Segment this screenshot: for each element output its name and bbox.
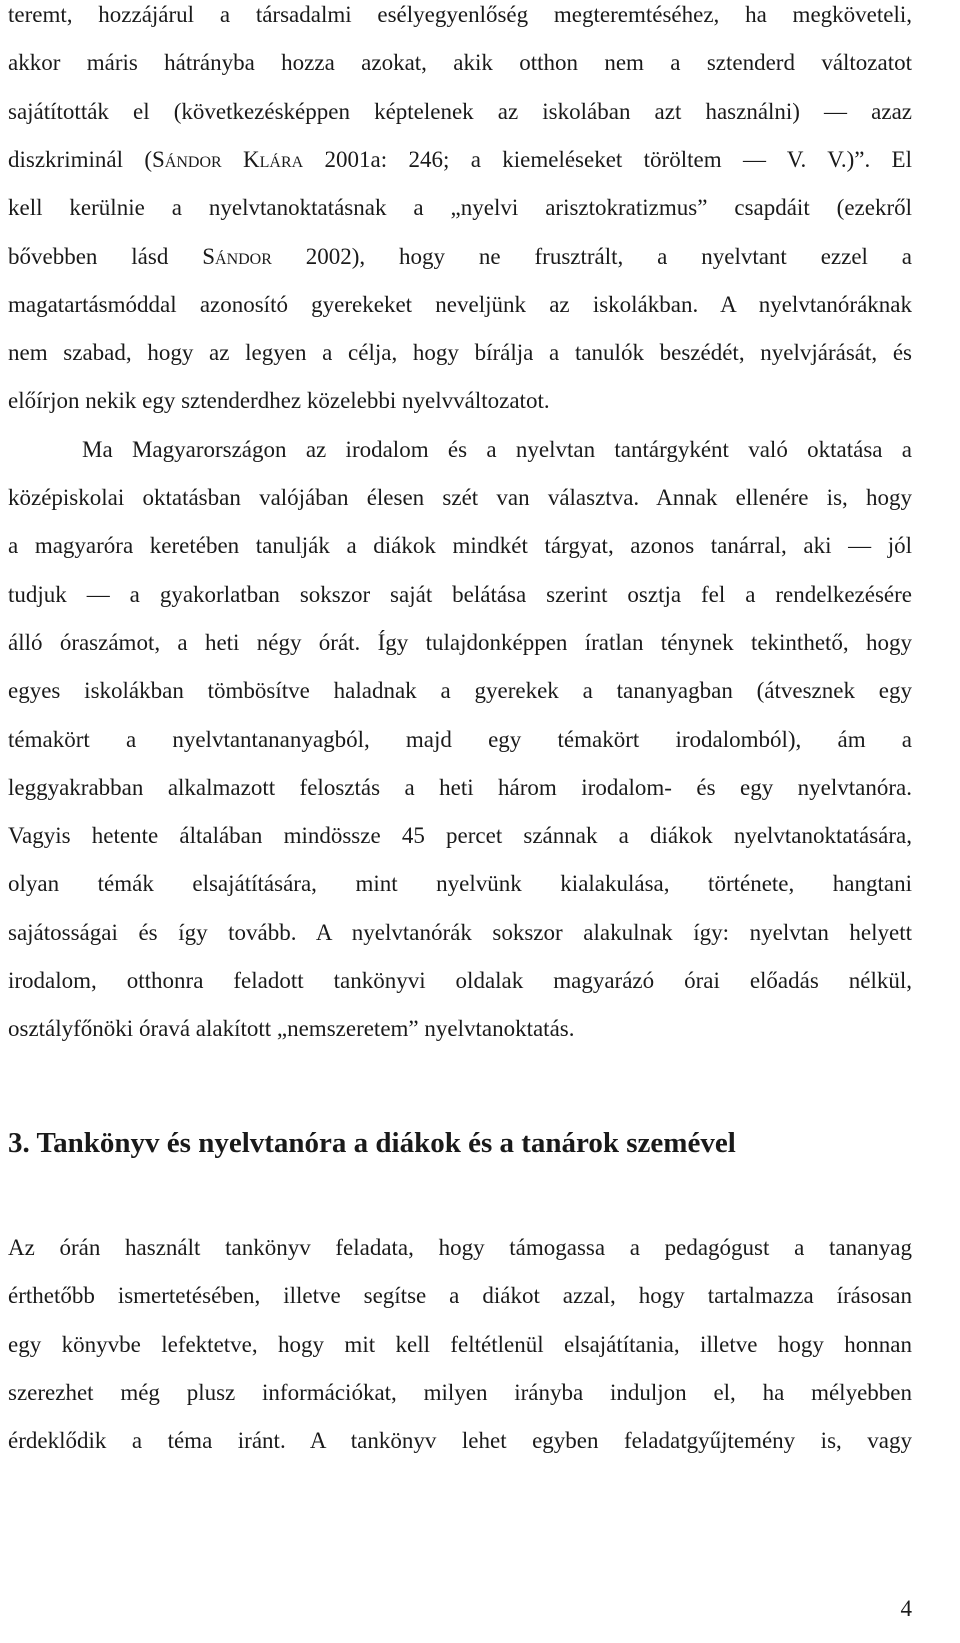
author-name: Sándor Klára	[151, 146, 304, 172]
text-line: sajátították el (következésképpen képtelenek az iskolában azt használni) — azaz	[8, 98, 912, 124]
text-line: érthetőbb ismertetésében, illetve segítse a diákot azzal, hogy tartalmazza írásosan	[8, 1283, 912, 1309]
text-run: diszkriminál (	[8, 146, 152, 172]
text-line: középiskolai oktatásban valójában élesen szét van választva. Annak ellenére is, hogy	[8, 485, 912, 510]
section-heading: 3. Tankönyv és nyelvtanóra a diákok és a tanárok szemével	[8, 1127, 736, 1159]
text-line: Ma Magyarországon az irodalom és a nyelvtan tantárgyként való oktatása a	[82, 436, 912, 462]
text-line: magatartásmóddal azonosító gyerekeket neveljünk az iskolákban. A nyelvtanóráknak	[8, 291, 912, 317]
text-line: sajátosságai és így tovább. A nyelvtanórák sokszor alakulnak így: nyelvtan helyett	[8, 919, 912, 945]
text-line: álló óraszámot, a heti négy órát. Így tulajdonképpen íratlan ténynek tekinthető, hogy	[8, 629, 912, 655]
text-line: a magyaróra keretében tanulják a diákok mindkét tárgyat, azonos tanárral, aki — jól	[8, 533, 912, 559]
text-line	[8, 242, 912, 272]
text-line: érdeklődik a téma iránt. A tankönyv lehet egyben feladatgyűjtemény is, vagy	[8, 1428, 912, 1454]
text-line: Az órán használt tankönyv feladata, hogy támogassa a pedagógust a tananyag	[8, 1235, 912, 1260]
text-line: szerezhet még plusz információkat, milyen irányba induljon el, ha mélyebben	[8, 1379, 912, 1405]
page-number: 4	[900, 1596, 912, 1621]
text-run: 2001a: 246; a kiemeléseket töröltem — V. V.)”. El	[303, 146, 912, 172]
text-line: irodalom, otthonra feladott tankönyvi oldalak magyarázó órai előadás nélkül,	[8, 968, 912, 993]
text-line: akkor máris hátrányba hozza azokat, akik otthon nem a sztenderd változatot	[8, 50, 912, 76]
text-run: 2002), hogy ne frusztrált, a nyelvtant ezzel a	[271, 243, 912, 269]
text-line	[8, 145, 912, 175]
text-line: olyan témák elsajátítására, mint nyelvünk kialakulása, története, hangtani	[8, 871, 912, 897]
text-line: egyes iskolákban tömbösítve haladnak a gyerekek a tananyagban (átvesznek egy	[8, 678, 912, 704]
text-line: Vagyis hetente általában mindössze 45 percet szánnak a diákok nyelvtanoktatására,	[8, 823, 912, 849]
text-line: osztályfőnöki óravá alakított „nemszeretem” nyelvtanoktatás.	[8, 1016, 575, 1042]
text-line: leggyakrabban alkalmazott felosztás a heti három irodalom- és egy nyelvtanóra.	[8, 774, 912, 800]
text-line: előírjon nekik egy sztenderdhez közelebbi nyelvváltozatot.	[8, 388, 550, 414]
text-line: témakört a nyelvtantananyagból, majd egy témakört irodalomból), ám a	[8, 726, 912, 752]
text-line: teremt, hozzájárul a társadalmi esélyegyenlőség megteremtéséhez, ha megköveteli,	[8, 2, 912, 27]
author-name: Sándor	[202, 243, 272, 269]
text-run: bővebben lásd	[8, 243, 203, 269]
text-line: kell kerülnie a nyelvtanoktatásnak a „nyelvi arisztokratizmus” csapdáit (ezekről	[8, 195, 912, 221]
text-line: nem szabad, hogy az legyen a célja, hogy bírálja a tanulók beszédét, nyelvjárását, és	[8, 340, 912, 366]
text-line: egy könyvbe lefektetve, hogy mit kell feltétlenül elsajátítania, illetve hogy honnan	[8, 1331, 912, 1357]
text-line: tudjuk — a gyakorlatban sokszor saját belátása szerint osztja fel a rendelkezésére	[8, 581, 912, 607]
